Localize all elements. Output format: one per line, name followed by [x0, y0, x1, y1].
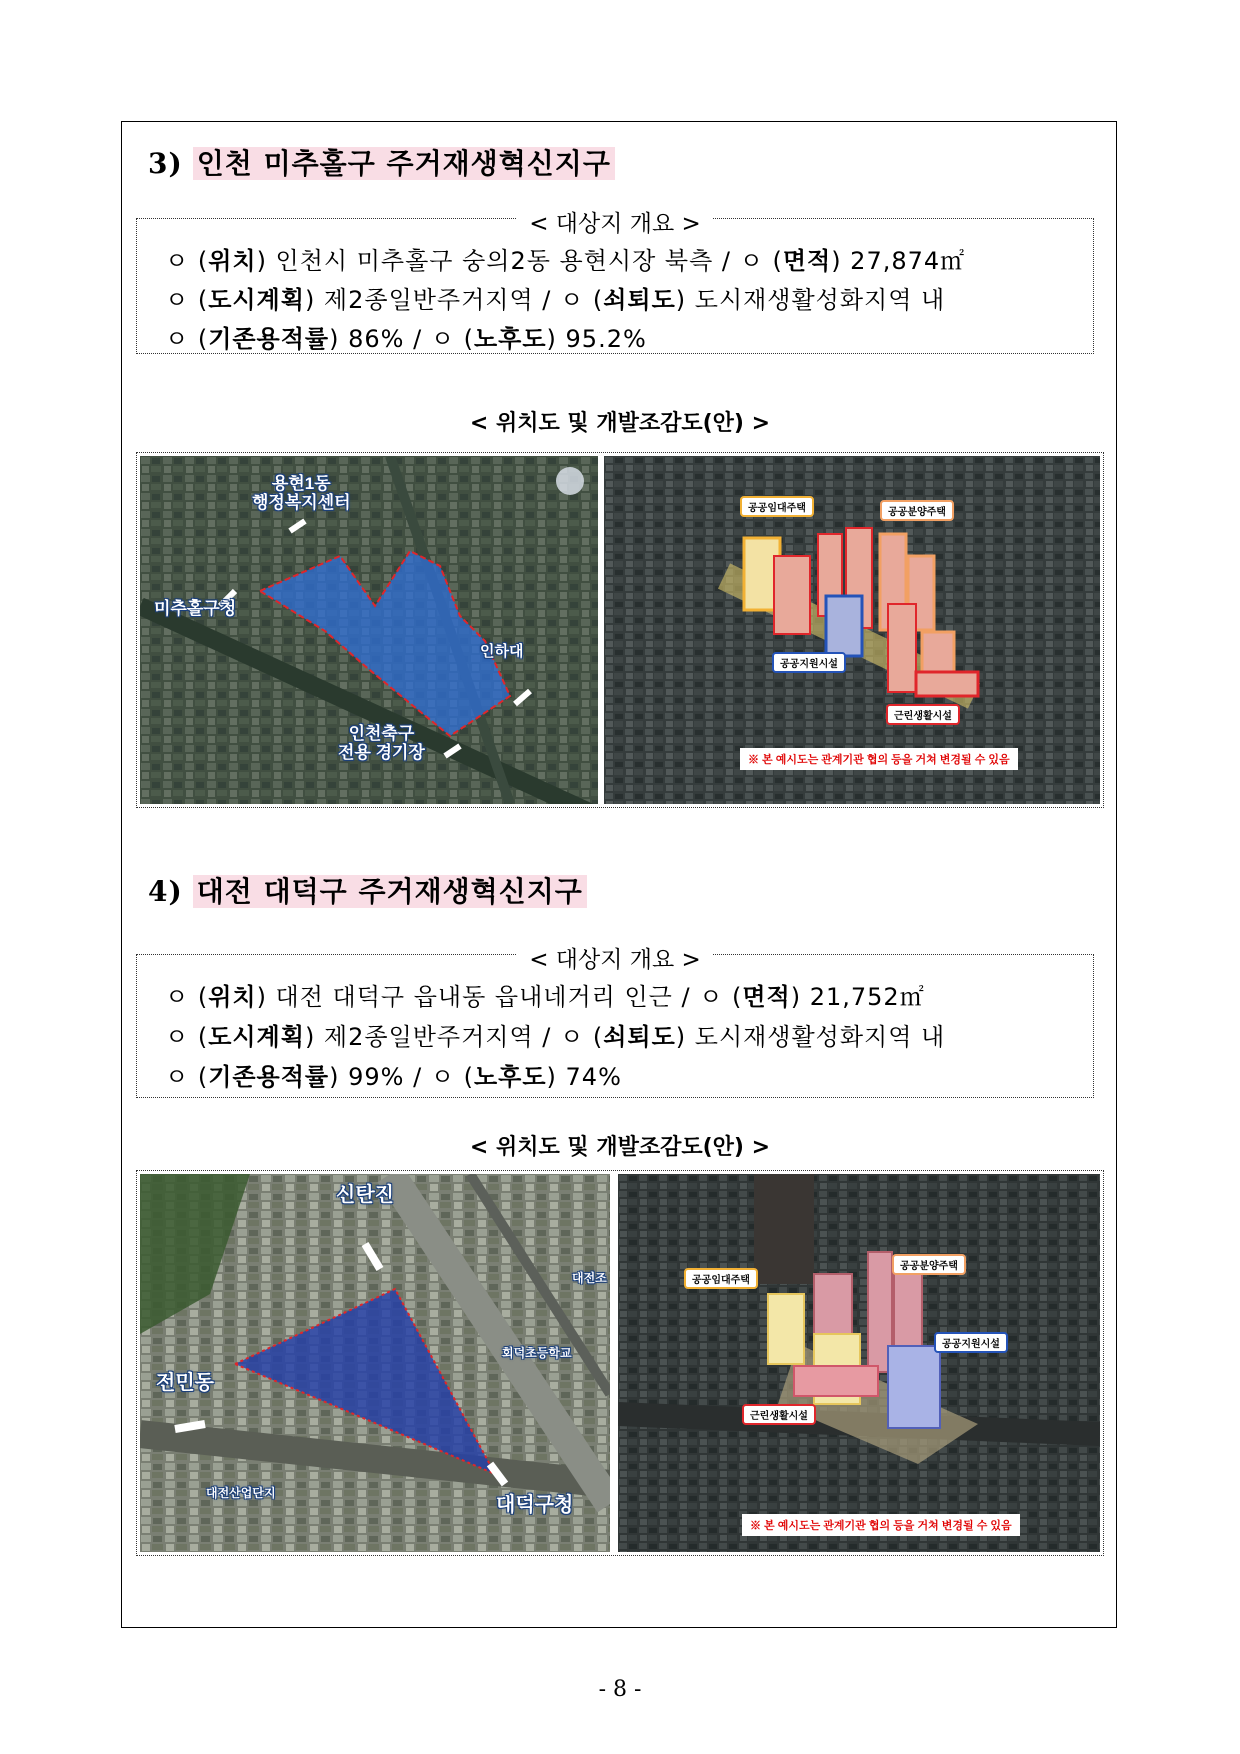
rendering-note: ※ 본 예시도는 관계기관 협의 등을 거쳐 변경될 수 있음	[740, 748, 1018, 770]
field-text: ) 인천시 미추홀구 숭의2동 용현시장 북측 / ㅇ (	[256, 247, 783, 275]
map-label: 신탄진	[336, 1184, 394, 1206]
field-text: ) 제2종일반주거지역 / ㅇ (	[304, 1023, 604, 1051]
figure-caption-4: < 위치도 및 개발조감도(안) >	[469, 1135, 771, 1160]
figure-caption-3: < 위치도 및 개발조감도(안) >	[469, 411, 771, 436]
field-text: ㅇ (	[165, 286, 209, 314]
overview-title: < 대상지 개요 >	[137, 941, 1093, 974]
field-text: ) 도시재생활성화지역 내	[675, 286, 946, 314]
field-text: ) 21,752㎡	[790, 983, 925, 1011]
north-arrow-icon	[556, 467, 584, 495]
field-text: ) 99% / ㅇ (	[329, 1063, 474, 1091]
tag-public-support: 공공지원시설	[772, 652, 846, 673]
field-text: ㅇ (	[165, 325, 209, 353]
field-text: ㅇ (	[165, 1023, 209, 1051]
field-label: 쇠퇴도	[603, 286, 676, 314]
field-label: 위치	[208, 983, 257, 1011]
field-text: ) 95.2%	[546, 325, 647, 353]
field-label: 도시계획	[208, 286, 305, 314]
field-label: 도시계획	[208, 1023, 305, 1051]
field-text: ㅇ (	[165, 247, 209, 275]
section-title: 인천 미추홀구 주거재생혁신지구	[193, 147, 615, 180]
overview-title: < 대상지 개요 >	[137, 205, 1093, 238]
map-label: 회덕초등학교	[502, 1346, 572, 1360]
field-label: 노후도	[473, 325, 547, 353]
tag-public-sale: 공공분양주택	[880, 500, 954, 521]
field-text: ) 제2종일반주거지역 / ㅇ (	[304, 286, 604, 314]
overview-line-location	[165, 977, 925, 1012]
field-text: ㅇ (	[165, 1063, 209, 1091]
location-map-daejeon	[140, 1174, 610, 1552]
field-label: 위치	[208, 247, 257, 275]
overview-line-ratio	[165, 319, 647, 354]
map-label: 전민동	[156, 1372, 214, 1394]
field-text: ) 도시재생활성화지역 내	[675, 1023, 946, 1051]
field-label: 노후도	[473, 1063, 547, 1091]
field-label: 면적	[742, 983, 791, 1011]
overview-line-location	[165, 241, 965, 276]
map-label: 인하대	[480, 643, 524, 660]
map-label: 인천축구 전용 경기장	[338, 724, 425, 762]
map-label: 용현1동 행정복지센터	[252, 474, 351, 512]
field-text: ) 86% / ㅇ (	[329, 325, 474, 353]
overview-line-ratio	[165, 1057, 622, 1092]
section-number: 3)	[148, 147, 183, 180]
rendering-note: ※ 본 예시도는 관계기관 협의 등을 거쳐 변경될 수 있음	[742, 1514, 1020, 1536]
page-number: - 8 -	[598, 1677, 642, 1702]
tag-public-rental: 공공임대주택	[684, 1268, 758, 1289]
tag-neighborhood: 근린생활시설	[742, 1404, 816, 1425]
field-label: 기존용적률	[208, 1063, 330, 1091]
map-label: 대덕구청	[496, 1494, 574, 1516]
overview-line-planning	[165, 280, 945, 315]
field-text: ㅇ (	[165, 983, 209, 1011]
map-label: 대전산업단지	[206, 1486, 276, 1500]
section-number: 4)	[148, 875, 183, 908]
location-map-incheon	[140, 456, 598, 804]
field-label: 면적	[782, 247, 832, 275]
overview-box-4	[136, 947, 1094, 1098]
development-rendering-daejeon	[618, 1174, 1100, 1552]
tag-neighborhood: 근린생활시설	[886, 704, 960, 725]
field-label: 쇠퇴도	[603, 1023, 676, 1051]
overview-box-3	[136, 211, 1094, 354]
overview-line-planning	[165, 1017, 945, 1052]
figure-pair-3	[136, 452, 1104, 808]
section-3-heading	[148, 142, 615, 182]
field-text: ) 27,874㎡	[831, 247, 966, 275]
tag-public-rental: 공공임대주택	[740, 496, 814, 517]
development-rendering-incheon	[604, 456, 1100, 804]
tag-public-support: 공공지원시설	[934, 1332, 1008, 1353]
field-text: ) 74%	[546, 1063, 622, 1091]
field-label: 기존용적률	[208, 325, 330, 353]
map-label: 미추홀구청	[154, 599, 237, 618]
map-label: 대전조	[572, 1271, 607, 1285]
section-title: 대전 대덕구 주거재생혁신지구	[193, 875, 587, 908]
field-text: ) 대전 대덕구 읍내동 읍내네거리 인근 / ㅇ (	[256, 983, 743, 1011]
section-4-heading	[148, 870, 587, 910]
tag-public-sale: 공공분양주택	[892, 1254, 966, 1275]
figure-pair-4	[136, 1170, 1104, 1556]
